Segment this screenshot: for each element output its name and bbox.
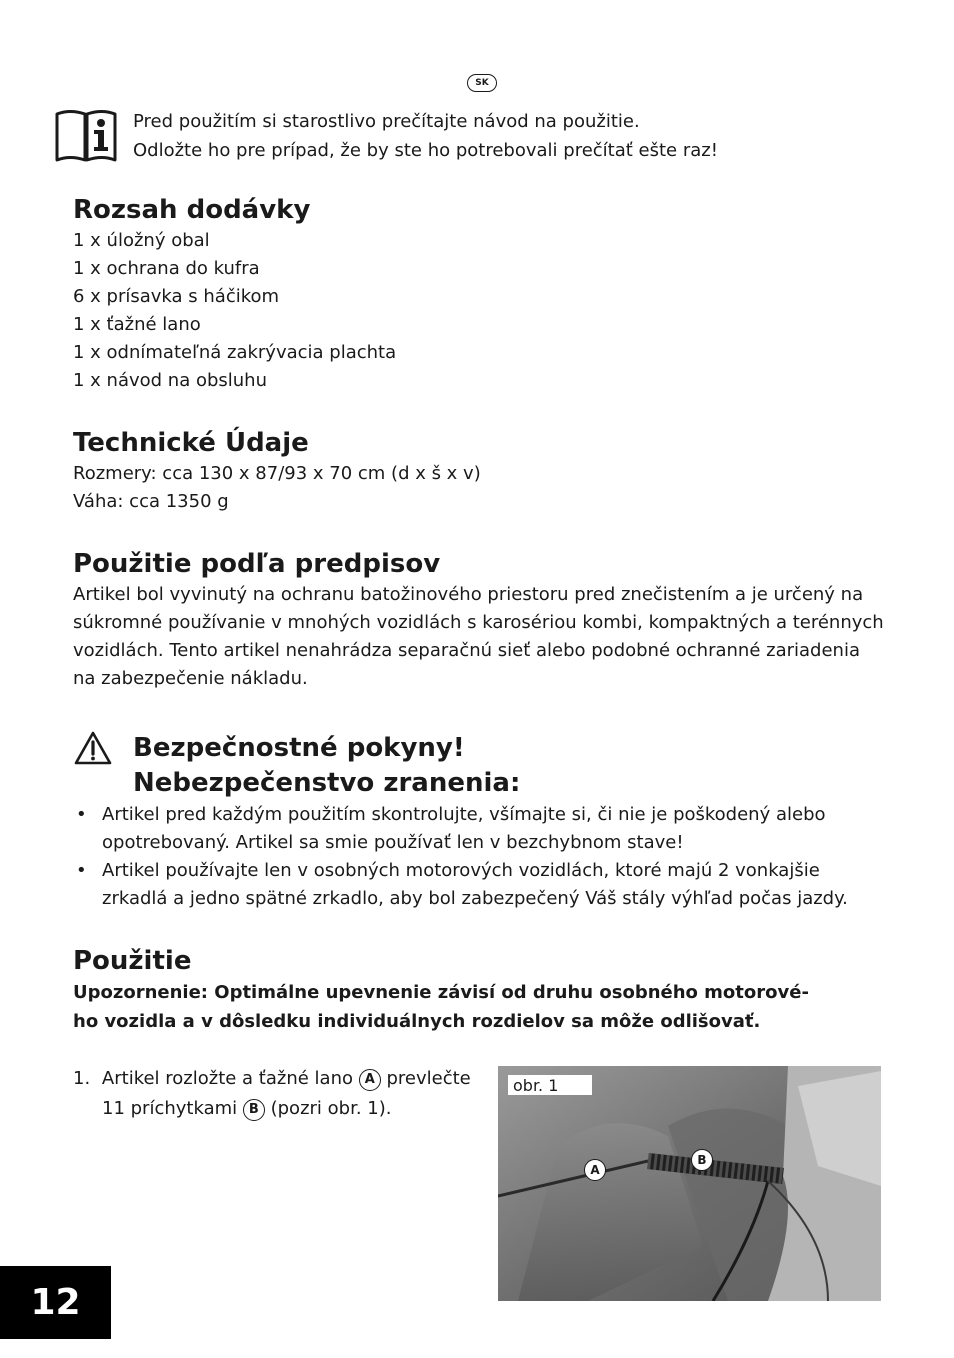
list-item: 1 x ťažné lano [73, 314, 201, 335]
list-item: 1 x odnímateľná zakrývacia plachta [73, 342, 397, 363]
paragraph-line: na zabezpečenie nákladu. [73, 668, 308, 689]
bullet-item [73, 857, 848, 913]
safety-heading-line: Bezpečnostné pokyny! [133, 733, 465, 763]
usage-note [73, 978, 809, 1036]
dimensions-text: Rozmery: cca 130 x 87/93 x 70 cm (d x š x v) [73, 463, 481, 484]
safety-heading-line: Nebezpečenstvo zranenia: [133, 768, 521, 798]
language-badge: SK [467, 74, 497, 92]
warning-triangle-icon [73, 730, 113, 766]
intro-line: Pred použitím si starostlivo prečítajte návod na použitie. [133, 111, 640, 132]
step-text: 11 príchytkami [102, 1098, 238, 1119]
intended-use-heading: Použitie podľa predpisov [73, 549, 441, 579]
note-line: ho vozidla a v dôsledku individuálnych rozdielov sa môže odlišovať. [73, 1011, 761, 1032]
list-item: 1 x úložný obal [73, 230, 210, 251]
weight-text: Váha: cca 1350 g [73, 491, 229, 512]
paragraph-line: súkromné používanie v mnohých vozidlách s karosériou kombi, kompaktných a terénnych [73, 612, 884, 633]
step-text: (pozri obr. 1). [270, 1098, 392, 1119]
marker-a-inline: A [359, 1069, 381, 1091]
page-number: 12 [0, 1266, 111, 1339]
list-item: 1 x návod na obsluhu [73, 370, 268, 391]
marker-b: B [691, 1149, 713, 1171]
technical-data [73, 460, 481, 516]
marker-a: A [584, 1159, 606, 1181]
bullet-line: zrkadlá a jedno spätné zrkadlo, aby bol zabezpečený Váš stály výhľad počas jazdy. [102, 888, 848, 909]
delivery-heading: Rozsah dodávky [73, 195, 311, 225]
safety-bullet-list [73, 801, 848, 913]
bullet-item [73, 801, 848, 857]
figure-illustration [498, 1066, 881, 1301]
paragraph-line: vozidlách. Tento artikel nenahrádza separačnú sieť alebo podobné ochranné zariadenia [73, 640, 860, 661]
list-item: 6 x prísavka s háčikom [73, 286, 280, 307]
usage-heading: Použitie [73, 946, 192, 976]
intended-use-text [73, 581, 884, 693]
info-manual-icon [54, 108, 118, 163]
delivery-list [73, 227, 396, 395]
safety-heading [133, 731, 520, 801]
marker-b-inline: B [243, 1099, 265, 1121]
bullet-line: opotrebovaný. Artikel sa smie používať len v bezchybnom stave! [102, 832, 684, 853]
technical-heading: Technické Údaje [73, 428, 309, 458]
paragraph-line: Artikel bol vyvinutý na ochranu batožinového priestoru pred znečistením a je určený na [73, 584, 864, 605]
figure-photo [498, 1066, 881, 1301]
note-line: Upozornenie: Optimálne upevnenie závisí od druhu osobného motorové- [73, 982, 809, 1003]
intro-line: Odložte ho pre prípad, že by ste ho potrebovali prečítať ešte raz! [133, 140, 718, 161]
bullet-line: • Artikel používajte len v osobných motorových vozidlách, ktoré majú 2 vonkajšie [102, 860, 820, 881]
step-number: 1. [73, 1068, 91, 1089]
usage-step-1 [73, 1064, 493, 1124]
step-text: Artikel rozložte a ťažné lano [101, 1068, 353, 1089]
bullet-line: • Artikel pred každým použitím skontrolujte, všímajte si, či nie je poškodený alebo [102, 804, 826, 825]
list-item: 1 x ochrana do kufra [73, 258, 260, 279]
step-text: prevlečte [386, 1068, 471, 1089]
figure-label: obr. 1 [508, 1075, 592, 1095]
intro-text [133, 107, 718, 165]
